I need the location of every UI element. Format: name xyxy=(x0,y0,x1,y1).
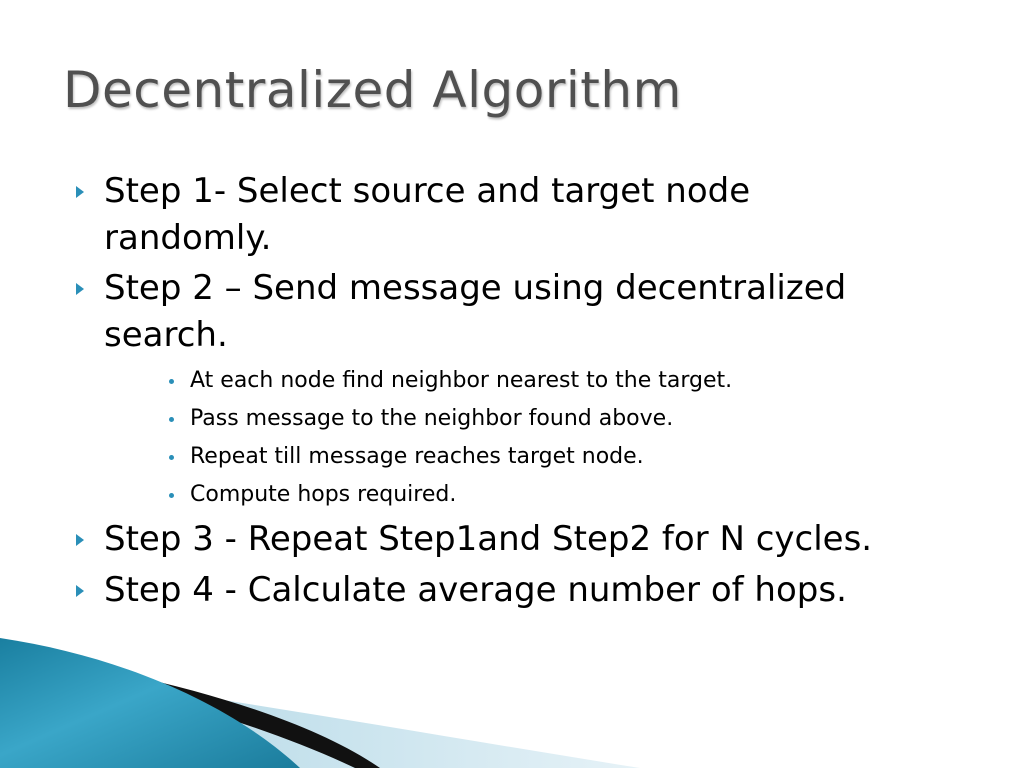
bullet-item-step3 xyxy=(104,516,974,563)
dot-bullet-icon xyxy=(169,417,174,422)
bullet-text: Step 4 - Calculate average number of hops. xyxy=(104,570,847,610)
slide-title: Decentralized Algorithm xyxy=(63,61,682,119)
sub-bullet-item xyxy=(190,480,950,510)
bullet-text: Step 2 – Send message using decentralized xyxy=(104,268,847,308)
triangle-bullet-icon xyxy=(76,585,84,597)
bullet-text-continued: randomly. xyxy=(104,218,272,258)
dot-bullet-icon xyxy=(169,455,174,460)
sub-bullet-item xyxy=(190,442,950,472)
bullet-item-step4 xyxy=(104,567,974,614)
bullet-text: Step 1- Select source and target node xyxy=(104,171,751,211)
sub-bullet-item xyxy=(190,404,950,434)
sub-bullet-text: Pass message to the neighbor found above. xyxy=(190,406,674,431)
decorative-wave xyxy=(0,638,1024,768)
dot-bullet-icon xyxy=(169,493,174,498)
sub-bullet-text: Compute hops required. xyxy=(190,482,457,507)
triangle-bullet-icon xyxy=(76,534,84,546)
sub-bullet-text: At each node find neighbor nearest to the target. xyxy=(190,368,733,393)
bullet-item-step2 xyxy=(104,265,974,359)
sub-bullet-item xyxy=(190,366,950,396)
bullet-text: Step 3 - Repeat Step1and Step2 for N cycles. xyxy=(104,519,873,559)
sub-bullet-text: Repeat till message reaches target node. xyxy=(190,444,644,469)
triangle-bullet-icon xyxy=(76,186,84,198)
dot-bullet-icon xyxy=(169,379,174,384)
bullet-text-continued: search. xyxy=(104,315,228,355)
triangle-bullet-icon xyxy=(76,283,84,295)
bullet-item-step1 xyxy=(104,168,974,262)
wave-teal-shape xyxy=(0,638,300,768)
